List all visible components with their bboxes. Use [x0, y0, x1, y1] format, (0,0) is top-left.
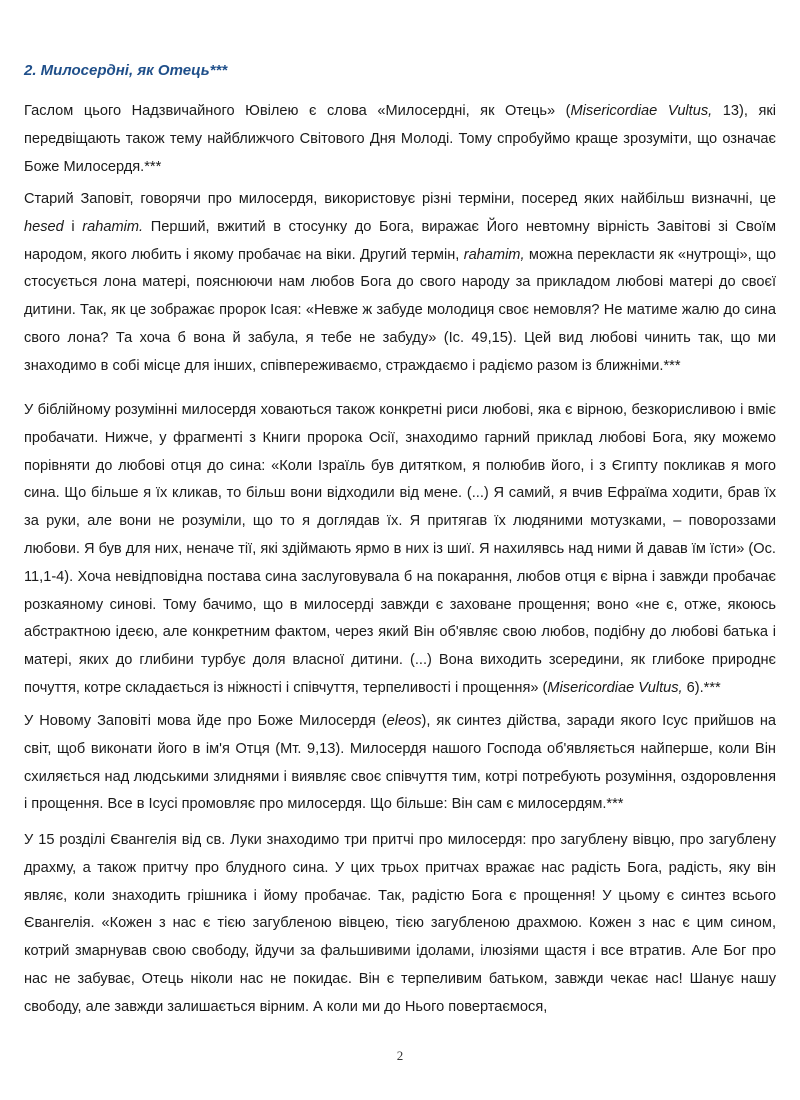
p2-text-a: Старий Заповіт, говорячи про милосердя, використовує різні терміни, посеред яких найбільш визначні, це	[24, 191, 776, 207]
paragraph-4	[24, 708, 776, 819]
p4-text-a: У Новому Заповіті мова йде про Боже Милосердя (	[24, 713, 387, 729]
p4-italic-a: eleos	[386, 713, 422, 729]
section-heading: 2. Милосердні, як Отець***	[24, 62, 228, 79]
p2-italic-c: rahamim,	[463, 246, 525, 263]
paragraph-5	[24, 827, 776, 1022]
paragraph-3	[24, 397, 776, 703]
p5-text-a: У 15 розділі Євангелія від св. Луки знаходимо три притчі про милосердя: про загублену вівцю, про загублену драхму, а також притчу про блудного сина. У цих трьох притчах вражає нас радість Бога, радість, яку він являє, коли знаходить грішника і йому пробачає. Так, радістю Бога є прощення! У цьому є синтез всього Євангелія. «Кожен з нас є тією загубленою вівцею, тією загубленою драхмою. Кожен з нас є цим сином, котрий змарнував свою свободу, йдучи за фальшивими ідолами, ілюзіями щастя і все втратив. Але Бог про нас не забуває, Отець ніколи нас не покидає. Він є терпеливим батьком, завжди чекає нас! Шанує нашу свободу, але завжди залишається вірним. А коли ми до Нього повертаємося,	[24, 832, 776, 1015]
p2-text-b: і	[63, 218, 83, 235]
p3-italic-a: Misericordiae Vultus,	[547, 679, 683, 696]
p2-italic-b: rahamim.	[82, 218, 144, 235]
p2-text-d: можна перекласти як «нутрощі», що стосується лона матері, пояснюючи нам любов Бога до свого народу за прикладом любові матері до своєї дитини. Так, як це зображає пророк Ісая: «Невже ж забуде молодиця своє немовля? Не матиме жалю до сина свого лона? Та хоча б вона й забула, я тебе не забуду» (Іс. 49,15). Цей вид любові чинить так, що ми знаходимо в собі місце для інших, співпереживаємо, страждаємо і радіємо разом із ближніми.***	[24, 246, 777, 374]
p1-text-a: Гаслом цього Надзвичайного Ювілею є слова «Милосердні, як Отець» (	[24, 103, 571, 119]
p3-text-a: У біблійному розумінні милосердя ховаються також конкретні риси любові, яка є вірною, безкорисливою і вміє пробачати. Нижче, у фрагменті з Книги пророка Осії, знаходимо гарний приклад любові Бога, яку можемо порівняти до любові отця до сина: «Коли Ізраїль був дитятком, я полюбив його, і з Єгипту покликав я мого сина. Що більше я їх кликав, то більш вони відходили від мене. (...) Я самий, я вчив Ефраїма ходити, брав їх за руки, але вони не розуміли, що то я доглядав їх. Я притягав їх людяними мотузками, – повороззами любови. Я був для них, неначе тії, які здіймають ярмо в них із шиї. Я нахилявсь над ними й давав їм їсти» (Ос. 11,1-4). Хоча невідповідна постава сина заслуговувала б на покарання, любов отця є вірна і завжди пробачає розкаяному синові. Тому бачимо, що в милосерді завжди є заховане прощення; воно «не є, отже, якоюсь абстрактною ідеєю, але конкретним фактом, через який Він об'являє свою любов, подібну до любові батька і матері, яких до глибини турбує доля власної дитини. (...) Вона виходить зсередини, як глибоке природнє почуття, котре складається із ніжності і співчуття, терпеливості і прощення» (	[24, 402, 776, 696]
p2-italic-a: hesed	[24, 218, 64, 235]
p3-text-b: 6).***	[682, 679, 721, 696]
p4-text-b: ), як синтез дійства, заради якого Ісус прийшов на світ, щоб виконати його в ім'я Отця (Мт. 9,13). Милосердя нашого Господа об'являється найперше, коли Він схиляється над людськими злиднями і виявляє своє співчуття тим, котрі потребують розуміння, оздоровлення і прощення. Все в Ісусі промовляє про милосердя. Що більше: Він сам є милосердям.***	[24, 713, 776, 813]
p2-text-c: Перший, вжитий в стосунку до Бога, виражає Його невтомну вірність Завітові зі Своїм народом, якого любить і якому пробачає на віки. Другий термін,	[24, 218, 776, 263]
page-number: 2	[396, 1048, 404, 1063]
p1-text-b: 13), які передвіщають також тему найближчого Світового Дня Молоді. Тому спробуймо краще зрозуміти, що означає Боже Милосердя.***	[24, 103, 776, 175]
paragraph-2	[24, 186, 776, 381]
paragraph-1	[24, 98, 776, 181]
p1-italic-a: Misericordiae Vultus,	[570, 103, 713, 119]
